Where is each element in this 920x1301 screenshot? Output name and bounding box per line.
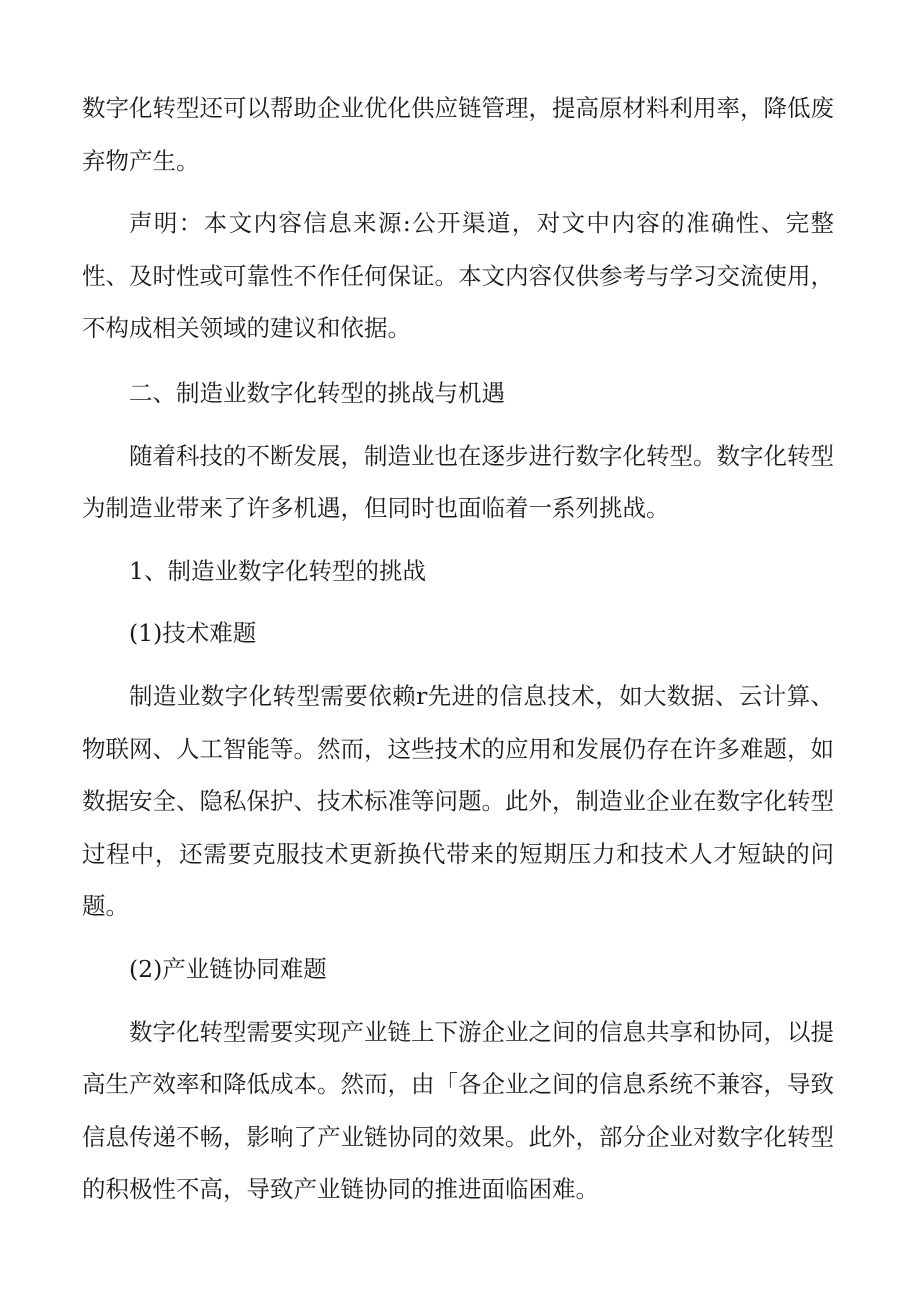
spacer [82, 535, 834, 545]
paragraph-section-intro: 随着科技的不断发展，制造业也在逐步进行数字化转型。数字化转型为制造业带来了许多机遇，但同时也面临着一系列挑战。 [82, 441, 834, 523]
spacer [82, 996, 834, 1006]
spacer [82, 355, 834, 367]
paragraph-item1: 制造业数字化转型需要依赖r先进的信息技术，如大数据、云计算、物联网、人工智能等。然而，这些技术的应用和发展仍存在许多难题，如数据安全、隐私保护、技术标准等问题。此外，制造业企业在数字化转型过程中，还需要克服技术更新换代带来的短期压力和技术人才短缺的问题。 [82, 681, 834, 921]
item1-heading: (1)技术难题 [129, 619, 257, 648]
spacer [82, 660, 834, 670]
spacer [82, 420, 834, 430]
paragraph-intro: 数字化转型还可以帮助企业优化供应链管理，提高原材料利用率，降低废弃物产生。 [82, 94, 834, 175]
spacer [82, 933, 834, 943]
section-heading: 二、制造业数字化转型的挑战与机遇 [129, 378, 505, 407]
item2-heading: (2)产业链协同难题 [129, 954, 327, 983]
spacer [82, 187, 834, 197]
paragraph-item2: 数字化转型需要实现产业链上下游企业之间的信息共享和协同，以提高生产效率和降低成本。然而，由「各企业之间的信息系统不兼容，导致信息传递不畅，影响了产业链协同的效果。此外，部分企业对数字化转型的积极性不高，导致产业链协同的推进面临困难。 [82, 1017, 834, 1204]
paragraph-disclaimer: 声明：本文内容信息来源:公开渠道，对文中内容的准确性、完整性、及时性或可靠性不作任何保证。本文内容仅供参考与学习交流使用，不构成相关领域的建议和依据。 [82, 209, 834, 343]
document-page [82, 82, 834, 1216]
subsection-heading: 1、制造业数字化转型的挑战 [129, 556, 426, 585]
spacer [82, 597, 834, 607]
